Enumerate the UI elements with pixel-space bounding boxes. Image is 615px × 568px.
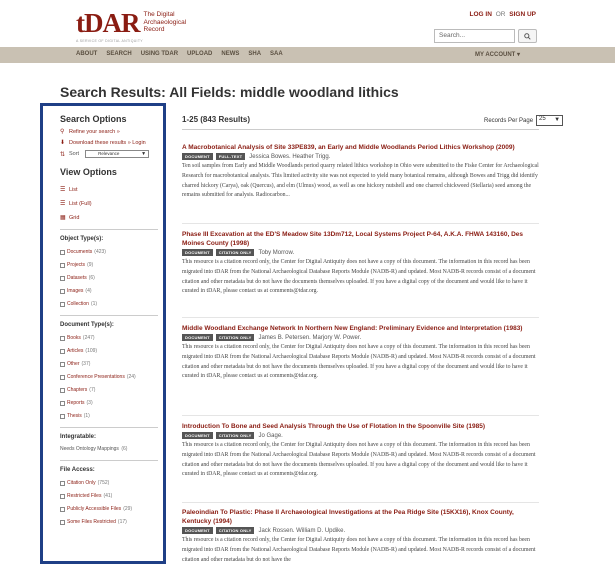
result-description: This resource is a citation record only, the Center for Digital Antiquity does not have a copy of this document. The information in this record has been migrated into tDAR from the National Archaeological Database Reports Module (NADB-R) and updated. Most NADB-R records consist of a document citation and other metadata but do not have the documents themselves uploaded. If you have a digital copy of the document and would like to have it curated in tDAR, please contact us at comments@tdar.org. (182, 259, 536, 295)
facet-item[interactable] (60, 262, 163, 268)
records-per-page-select[interactable]: 25 ▼ (536, 115, 563, 126)
checkbox[interactable] (60, 375, 65, 380)
facet-item[interactable] (60, 288, 163, 294)
nav-item-sha[interactable]: SHA (248, 51, 262, 57)
result-item (182, 508, 539, 568)
view-list-full-option[interactable] (60, 200, 163, 207)
result-meta (182, 432, 539, 439)
facet-item[interactable] (60, 413, 163, 419)
view-list-full-label: List (Full) (69, 200, 92, 207)
facet-item[interactable] (60, 374, 163, 380)
file-access-label: File Access: (60, 467, 95, 473)
result-meta (182, 527, 539, 534)
result-title-link[interactable]: A Macrobotanical Analysis of Site 33PE839, an Early and Middle Woodlands Period Lithics Workshop (2009) (182, 144, 515, 151)
result-authors: James B. Petersen. Marjory W. Power. (258, 334, 362, 341)
facet-count: (41) (103, 493, 113, 499)
resource-type-badge: FULL-TEXT (216, 153, 246, 160)
result-description: This resource is a citation record only, the Center for Digital Antiquity does not have a copy of this document. The information in this record has been migrated into tDAR from the National Archaeological Database Reports Module (NADB-R) and updated. Most NADB-R records consist of a document citation and other metadata but do not have the documents themselves uploaded. If you have a digital copy of the document and would like to have it curated in tDAR, please contact us at comments@tdar.org. (182, 344, 536, 380)
facet-count: (37) (81, 361, 91, 367)
result-separator (182, 502, 539, 503)
records-per-page (484, 115, 563, 126)
result-title-link[interactable]: Paleoindian To Plastic: Phase II Archaeological Investigations at the Pea Ridge Site (15KX16), Knox County, Kentucky (1994) (182, 509, 514, 525)
facet-count: (17) (117, 519, 127, 525)
divider (60, 229, 158, 230)
result-item (182, 230, 539, 297)
download-results-link[interactable] (60, 139, 163, 146)
logo-text: The Digital Archaeological Record (143, 11, 187, 33)
facet-item[interactable] (60, 493, 163, 499)
result-item (182, 324, 539, 382)
object-types-list (60, 249, 163, 307)
result-authors: Jessica Bowes. Heather Trigg. (249, 153, 331, 160)
facet-label: Books (67, 335, 81, 341)
checkbox[interactable] (60, 507, 65, 512)
nav-item-upload[interactable]: UPLOAD (187, 51, 213, 57)
facet-label: Citation Only (67, 480, 96, 486)
search-button[interactable] (518, 29, 537, 43)
checkbox[interactable] (60, 388, 65, 393)
integratable-label: Integratable: (60, 434, 97, 440)
facet-label: Documents (67, 249, 93, 255)
divider (60, 315, 158, 316)
facet-label: Conference Presentations (67, 374, 125, 380)
view-list-option[interactable] (60, 186, 163, 193)
tdar-logo[interactable] (76, 10, 188, 36)
result-description: Ten soil samples from Early and Middle Woodlands period quarry related lithics workshop in Ohio were submitted to the Fiske Center for Archaeological Research for macrobotanical analysis. This limited activity site was not expected to yield many botanical remains, although Bowes and Trigg did identify charred hickory (Carya), oak (Quercus), and elm (Ulmus) wood, as well as one hickory nutshell and one charred chickweed (Stellaria) seed among the remains submitted for analysis. Radiocarbon... (182, 163, 539, 199)
result-meta (182, 249, 539, 256)
nav-item-saa[interactable]: SAA (270, 51, 283, 57)
facet-label: Reports (67, 400, 85, 406)
my-account-menu[interactable]: MY ACCOUNT ▾ (475, 52, 521, 58)
facet-count: (24) (126, 374, 136, 380)
integratable-facet-label: Needs Ontology Mappings (60, 446, 119, 452)
resource-type-badge: DOCUMENT (182, 527, 213, 534)
facet-label: Other (67, 361, 80, 367)
facet-count: (1) (83, 413, 90, 419)
facet-count: (6) (88, 275, 95, 281)
facet-item[interactable] (60, 387, 163, 393)
sort-label: Sort (69, 151, 80, 157)
checkbox[interactable] (60, 263, 65, 268)
document-types-label: Document Type(s): (60, 322, 114, 328)
resource-type-badge: CITATION ONLY (216, 432, 255, 439)
checkbox[interactable] (60, 250, 65, 255)
result-title-link[interactable]: Middle Woodland Exchange Network In Northern New England: Preliminary Evidence and Interpretation (1983) (182, 325, 523, 332)
facet-item[interactable] (60, 301, 163, 307)
facet-item[interactable] (60, 519, 163, 525)
file-access-list (60, 480, 163, 525)
refine-label: Refine your search » (69, 128, 120, 135)
checkbox[interactable] (60, 362, 65, 367)
facet-item[interactable] (60, 361, 163, 367)
checkbox[interactable] (60, 289, 65, 294)
object-types-label: Object Type(s): (60, 236, 104, 242)
search-icon (524, 33, 531, 40)
facet-item[interactable] (60, 335, 163, 341)
result-authors: Jo Gage. (258, 432, 283, 439)
nav-item-about[interactable]: ABOUT (76, 51, 98, 57)
checkbox[interactable] (60, 520, 65, 525)
signup-link[interactable]: SIGN UP (509, 11, 536, 18)
nav-item-search[interactable]: SEARCH (106, 51, 132, 57)
view-options-heading: View Options (60, 167, 117, 177)
facet-label: Some Files Restricted (67, 519, 116, 525)
search-options-heading: Search Options (60, 114, 127, 124)
result-authors: Toby Morrow. (258, 249, 295, 256)
download-label: Download these results » Login (69, 139, 146, 146)
result-title-link[interactable]: Phase III Excavation at the ED'S Meadow Site 13Dm712, Local Systems Project P-64, A.K.A. FHWA 143160, Des Moines County (1998) (182, 231, 524, 247)
resource-type-badge: CITATION ONLY (216, 249, 255, 256)
facet-item[interactable] (60, 400, 163, 406)
records-per-page-label: Records Per Page (484, 117, 534, 124)
auth-links (469, 11, 538, 18)
facet-item[interactable] (60, 275, 163, 281)
facet-label: Publicly Accessible Files (67, 506, 122, 512)
facet-count: (9) (87, 262, 94, 268)
nav-item-using-tdar[interactable]: USING TDAR (140, 51, 179, 57)
result-authors: Jack Rossen. William D. Updike. (258, 527, 346, 534)
search-options-sidebar (40, 103, 166, 564)
facet-item[interactable] (60, 348, 163, 354)
view-grid-option[interactable] (60, 214, 163, 221)
list-icon: ☰ (60, 187, 66, 193)
download-icon: ⬇ (60, 140, 66, 146)
logo-mark: tDAR (76, 8, 140, 38)
facet-count: (29) (123, 506, 133, 512)
result-item (182, 143, 539, 201)
nav-item-news[interactable]: NEWS (221, 51, 240, 57)
logo-tagline: A SERVICE OF DIGITAL ANTIQUITY (76, 39, 143, 43)
facet-count: (109) (85, 348, 98, 354)
facet-count: (7) (89, 387, 96, 393)
view-grid-label: Grid (69, 214, 80, 221)
nav-items (76, 51, 283, 57)
facet-count: (3) (86, 400, 93, 406)
integratable-facet[interactable] (60, 446, 163, 452)
result-separator (182, 415, 539, 416)
site-header (0, 0, 615, 47)
facet-item[interactable] (60, 249, 163, 255)
facet-label: Thesis (67, 413, 82, 419)
checkbox[interactable] (60, 481, 65, 486)
list-full-icon: ☰ (60, 201, 66, 207)
facet-label: Datasets (67, 275, 87, 281)
checkbox[interactable] (60, 349, 65, 354)
sort-row (60, 150, 163, 158)
checkbox[interactable] (60, 401, 65, 406)
facet-count: (1) (90, 301, 98, 307)
facet-label: Collection (67, 301, 89, 307)
divider (60, 427, 158, 428)
document-types-list (60, 335, 163, 419)
integratable-facet-count: (6) (121, 446, 128, 452)
results-count: 1-25 (843 Results) (182, 115, 251, 124)
grid-icon: ▦ (60, 215, 66, 221)
result-description: This resource is a citation record only, the Center for Digital Antiquity does not have a copy of this document. The information in this record has been migrated into tDAR from the National Archaeological Database Reports Module (NADB-R) and updated. Most NADB-R records consist of a document citation and other metadata but do not have the documents themselves uploaded. If you have a digital copy of the document and would like to have it curated in tDAR, please contact us at comments@tdar.org. (182, 442, 536, 478)
view-list-label: List (69, 186, 78, 193)
resource-type-badge: CITATION ONLY (216, 334, 255, 341)
result-description: This resource is a citation record only, the Center for Digital Antiquity does not have a copy of this document. The information in this record has been migrated into tDAR from the National Archaeological Database Reports Module (NADB-R) and updated. Most NADB-R records consist of a document citation and other metadata but do not have the (182, 537, 536, 563)
result-separator (182, 317, 539, 318)
result-item (182, 422, 539, 480)
result-separator (182, 223, 539, 224)
sort-icon: ⇅ (60, 151, 66, 158)
facet-label: Chapters (67, 387, 88, 393)
main-nav (0, 47, 615, 63)
resource-type-badge: DOCUMENT (182, 249, 213, 256)
search-icon: ⚲ (60, 129, 65, 135)
resource-type-badge: DOCUMENT (182, 334, 213, 341)
result-title-link[interactable]: Introduction To Bone and Seed Analysis Through the Use of Flotation In the Spoonville Site (1985) (182, 423, 485, 430)
or-label: OR (495, 11, 506, 18)
facet-count: (423) (94, 249, 106, 255)
checkbox[interactable] (60, 414, 65, 419)
facet-count: (247) (82, 335, 95, 341)
sort-select[interactable]: Relevance ▼ (85, 150, 149, 158)
page-title: Search Results: All Fields: middle woodland lithics (60, 84, 399, 100)
facet-count: (4) (85, 288, 92, 294)
refine-search-link[interactable] (60, 128, 163, 135)
facet-count: (752) (97, 480, 110, 486)
checkbox[interactable] (60, 336, 65, 341)
login-link[interactable]: LOG IN (469, 11, 492, 18)
divider (182, 129, 539, 130)
result-meta (182, 334, 539, 341)
facet-label: Restricted Files (67, 493, 102, 499)
facet-item[interactable] (60, 480, 163, 486)
facet-label: Projects (67, 262, 86, 268)
resource-type-badge: CITATION ONLY (216, 527, 255, 534)
facet-label: Articles (67, 348, 84, 354)
result-meta (182, 153, 539, 160)
checkbox[interactable] (60, 494, 65, 499)
search-input[interactable]: Search... (434, 29, 515, 43)
resource-type-badge: DOCUMENT (182, 153, 213, 160)
checkbox[interactable] (60, 302, 65, 307)
checkbox[interactable] (60, 276, 65, 281)
resource-type-badge: DOCUMENT (182, 432, 213, 439)
facet-item[interactable] (60, 506, 163, 512)
facet-label: Images (67, 288, 84, 294)
divider (60, 460, 158, 461)
